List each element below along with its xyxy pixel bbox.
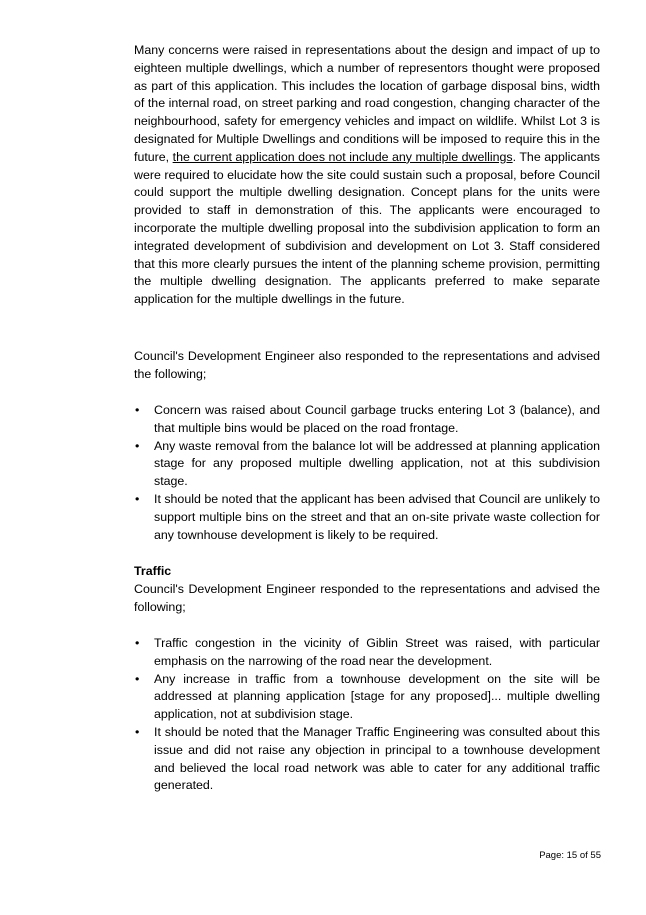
paragraph-engineer-response: Council's Development Engineer also responded to the representations and advised the following; — [134, 349, 600, 381]
paragraph-multiple-dwellings — [134, 42, 600, 309]
bullet-icon: • — [135, 724, 140, 739]
bullet-icon: • — [135, 403, 140, 417]
bullet-list-traffic — [134, 635, 600, 795]
bullet-icon: • — [135, 438, 140, 453]
paragraph-text: Many concerns were raised in representations about the design and impact of up to eighteen multiple dwellings, which a number of representors thought were proposed as part of this application. This includes the location of garbage disposal bins, width of the internal road, on street parking and road congestion, changing character of the neighbourhood, safety for emergency vehicles and impact on wildlife. Whilst Lot 3 is designated for Multiple Dwellings and conditions will be imposed to require this in the future, — [134, 43, 600, 164]
paragraph-text: . The applicants were required to elucidate how the site could sustain such a proposal, before Council could support the multiple dwelling designation. Concept plans for the units were provided to staff in demonstration of this. The applicants were encouraged to incorporate the multiple dwelling proposal into the subdivision application to form an integrated development of subdivision and development on Lot 3. Staff considered that this more clearly pursues the intent of the planning scheme provision, permitting the multiple dwelling designation. The applicants preferred to make separate application for the multiple dwellings in the future. — [134, 149, 600, 307]
section-heading-traffic: Traffic — [134, 564, 172, 578]
list-item-text: Any waste removal from the balance lot will be addressed at planning application stage for any proposed multiple dwelling application, not at this subdivision stage. — [154, 438, 600, 489]
list-item-text: It should be noted that the Manager Traffic Engineering was consulted about this issue and did not raise any objection in principal to a townhouse development and believed the local road network was able to cater for any additional traffic generated. — [154, 724, 600, 793]
list-item-text: Any increase in traffic from a townhouse development on the site will be addressed at planning application [stage for any proposed]... multiple dwelling application, not at subdivision stage. — [154, 671, 600, 722]
page-number: Page: 15 of 55 — [539, 850, 601, 861]
paragraph-traffic-response: Council's Development Engineer responded to the representations and advised the following; — [134, 582, 600, 614]
list-item — [134, 491, 600, 544]
list-item — [134, 724, 600, 795]
list-item-text: Traffic congestion in the vicinity of Giblin Street was raised, with particular emphasis on the narrowing of the road near the development. — [154, 636, 600, 668]
bullet-icon: • — [135, 491, 140, 506]
bullet-icon: • — [135, 671, 140, 686]
list-item-text: It should be noted that the applicant has been advised that Council are unlikely to support multiple bins on the street and that an on-site private waste collection for any townhouse development is likely to be required. — [154, 491, 600, 542]
list-item — [134, 438, 600, 491]
list-item — [134, 402, 600, 438]
bullet-icon: • — [135, 636, 140, 650]
bullet-list-waste — [134, 402, 600, 544]
list-item-text: Concern was raised about Council garbage trucks entering Lot 3 (balance), and that multiple bins would be placed on the road frontage. — [154, 403, 600, 435]
underlined-text: the current application does not include any multiple dwellings — [172, 149, 513, 164]
list-item — [134, 671, 600, 724]
list-item — [134, 635, 600, 671]
